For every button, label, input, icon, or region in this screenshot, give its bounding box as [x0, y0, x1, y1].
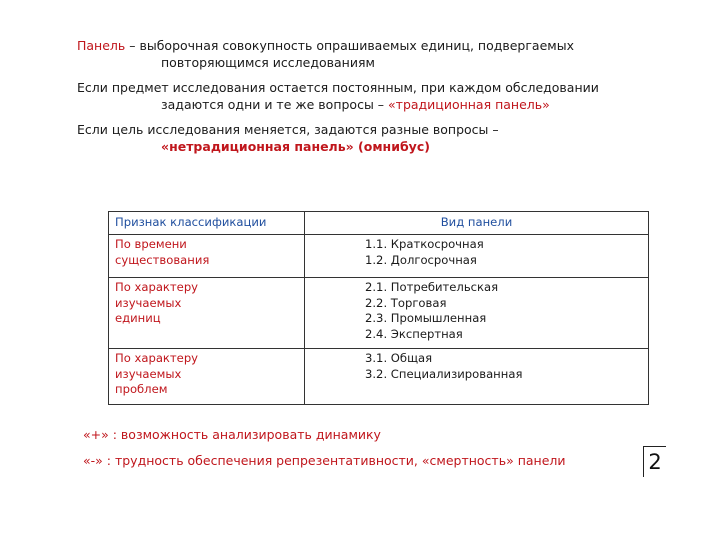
criterion-line: проблем [115, 382, 168, 396]
criterion-line: изучаемых [115, 295, 182, 310]
nontraditional-panel-paragraph [77, 121, 499, 155]
panel-type-item: 2.2. Торговая [365, 295, 447, 310]
criterion-line: По времени [115, 237, 187, 251]
nontraditional-panel-term: «нетрадиционная панель» (омнибус) [161, 139, 430, 154]
traditional-panel-term: «традиционная панель» [388, 97, 550, 112]
panel-definition [77, 37, 574, 71]
advantage-note: «+» : возможность анализировать динамику [83, 427, 381, 442]
panel-type-cell [305, 278, 649, 349]
definition-dash: – [125, 38, 140, 53]
traditional-line-2: задаются одни и те же вопросы – [161, 97, 389, 112]
criterion-cell [109, 349, 305, 405]
table-row [109, 235, 649, 278]
slide-number: 2 [643, 446, 666, 477]
criterion-line: изучаемых [115, 366, 182, 381]
criterion-cell [109, 235, 305, 278]
disadvantage-note: «-» : трудность обеспечения репрезентативности, «смертность» панели [83, 453, 566, 468]
panel-type-item: 2.4. Экспертная [365, 326, 463, 341]
table-row [109, 349, 649, 405]
definition-line-1: выборочная совокупность опрашиваемых единиц, подвергаемых [139, 38, 574, 53]
criterion-line: По характеру [115, 351, 199, 365]
traditional-panel-paragraph [77, 79, 599, 113]
header-panel-type: Вид панели [305, 212, 649, 235]
table-row [109, 278, 649, 349]
criterion-line: единиц [115, 311, 161, 325]
panel-type-item: 3.2. Специализированная [365, 366, 523, 381]
panel-type-cell [305, 235, 649, 278]
criterion-cell [109, 278, 305, 349]
criterion-line: существования [115, 252, 210, 267]
nontraditional-line-1: Если цель исследования меняется, задаются разные вопросы – [77, 122, 499, 137]
table-header-row [109, 212, 649, 235]
panel-type-item: 2.3. Промышленная [365, 311, 487, 325]
panel-type-item: 3.1. Общая [365, 351, 433, 365]
criterion-line: По характеру [115, 280, 199, 294]
panel-type-cell [305, 349, 649, 405]
panel-type-item: 1.2. Долгосрочная [365, 252, 477, 267]
panel-type-item: 2.1. Потребительская [365, 280, 499, 294]
traditional-line-1: Если предмет исследования остается постоянным, при каждом обследовании [77, 80, 599, 95]
panel-type-item: 1.1. Краткосрочная [365, 237, 484, 251]
classification-table [108, 211, 649, 405]
header-criterion: Признак классификации [109, 212, 305, 235]
definition-term: Панель [77, 38, 126, 53]
definition-line-2: повторяющимся исследованиям [161, 55, 375, 70]
